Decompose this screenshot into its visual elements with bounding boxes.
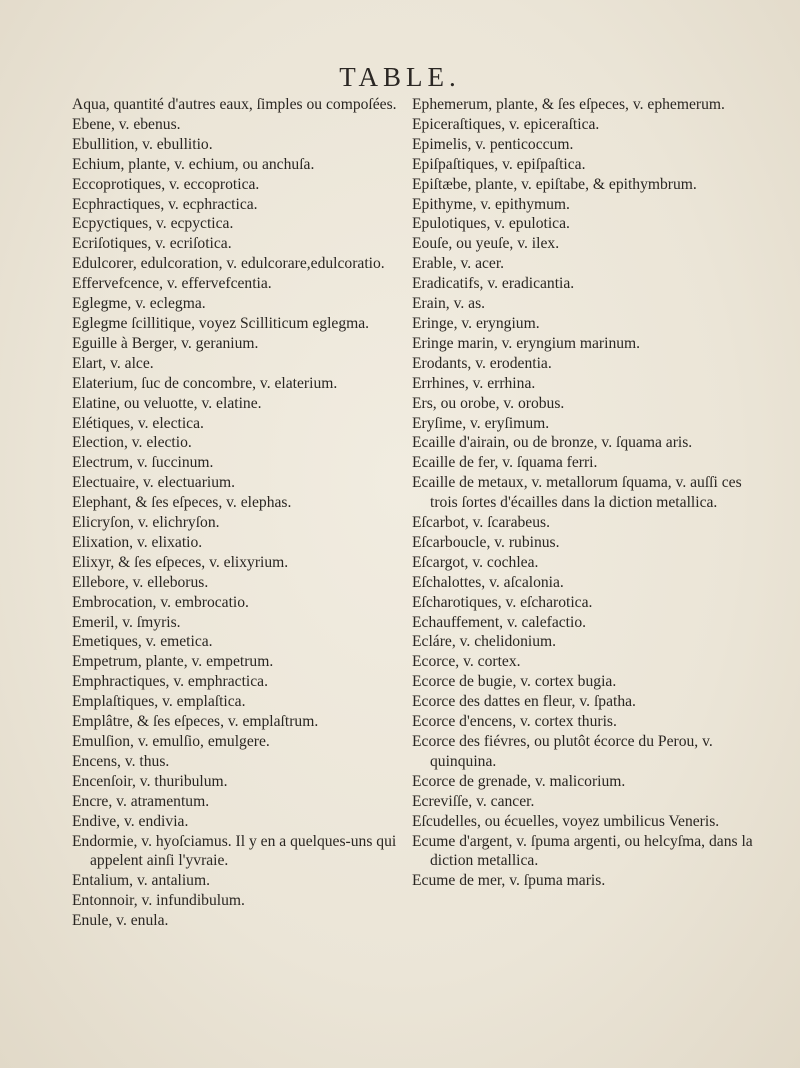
- index-entry: Eglegme, v. eclegma.: [72, 295, 206, 313]
- index-entry: Ecpyctiques, v. ecpyctica.: [72, 215, 234, 233]
- page-title: TABLE.: [339, 62, 461, 92]
- index-entry: Entalium, v. antalium.: [72, 872, 211, 890]
- index-entry: Epimelis, v. penticoccum.: [412, 135, 574, 153]
- index-entry: Eſcharotiques, v. eſcharotica.: [412, 593, 593, 611]
- index-entry: Elixyr, & ſes eſpeces, v. elixyrium.: [72, 553, 289, 571]
- index-entry: Empetrum, plante, v. empetrum.: [72, 653, 274, 671]
- index-entry: Elixation, v. elixatio.: [72, 533, 203, 551]
- index-entry: Eguille à Berger, v. geranium.: [72, 334, 259, 352]
- index-entry: Ecaille de metaux, v. metallorum ſquama, v. auſſi ces trois ſortes d'écailles dans la diction metallica.: [412, 474, 742, 512]
- index-entry: Emeril, v. ſmyris.: [72, 613, 181, 631]
- index-entry: Entonnoir, v. infundibulum.: [72, 892, 245, 910]
- index-entry: Encenſoir, v. thuribulum.: [72, 772, 228, 790]
- index-entry: Eringe marin, v. eryngium marinum.: [412, 334, 641, 352]
- index-entry: Eſcarboucle, v. rubinus.: [412, 533, 560, 551]
- index-entry: Elephant, & ſes eſpeces, v. elephas.: [72, 494, 292, 512]
- index-entry: Epiſtæbe, plante, v. epiſtabe, & epithymbrum.: [412, 175, 697, 193]
- index-entry: Ecorce, v. cortex.: [412, 653, 521, 671]
- index-entry: Electuaire, v. electuarium.: [72, 474, 236, 492]
- index-entry: Erain, v. as.: [412, 295, 486, 313]
- index-entry: Election, v. electio.: [72, 434, 192, 452]
- index-entry: Ecorce des dattes en fleur, v. ſpatha.: [412, 693, 636, 711]
- index-entry: Emplaſtiques, v. emplaſtica.: [72, 693, 246, 711]
- index-entry: Emetiques, v. emetica.: [72, 633, 213, 651]
- index-entry: Epithyme, v. epithymum.: [412, 195, 570, 213]
- index-entry: Ecume de mer, v. ſpuma maris.: [412, 872, 606, 890]
- index-entry: Echauffement, v. calefactio.: [412, 613, 587, 631]
- index-entry: Elart, v. alce.: [72, 354, 154, 372]
- index-entry: Effervefcence, v. effervefcentia.: [72, 275, 272, 293]
- index-entry: Ecume d'argent, v. ſpuma argenti, ou helcyſma, dans la diction metallica.: [412, 832, 753, 870]
- index-entry: Ecláre, v. chelidonium.: [412, 633, 557, 651]
- index-entry: Endive, v. endivia.: [72, 812, 189, 830]
- index-entry: Aqua, quantité d'autres eaux, ſimples ou compoſées.: [72, 96, 397, 113]
- index-entry: Ecreviſſe, v. cancer.: [412, 792, 535, 810]
- index-entry: Emulſion, v. emulſio, emulgere.: [72, 733, 270, 750]
- index-entry: Erodants, v. erodentia.: [412, 354, 552, 372]
- left-column: [72, 95, 402, 931]
- index-entry: Epiſpaſtiques, v. epiſpaſtica.: [412, 155, 586, 173]
- index-entry: Elatine, ou veluotte, v. elatine.: [72, 394, 262, 412]
- index-entry: Ellebore, v. elleborus.: [72, 573, 209, 591]
- index-entry: Eglegme ſcillitique, voyez Scilliticum eglegma.: [72, 314, 370, 332]
- index-entry: Eſcargot, v. cochlea.: [412, 553, 539, 571]
- index-entry: Ecorce de grenade, v. malicorium.: [412, 772, 626, 790]
- index-entry: Ecorce d'encens, v. cortex thuris.: [412, 713, 617, 731]
- index-entry: Emplâtre, & ſes eſpeces, v. emplaſtrum.: [72, 713, 319, 731]
- index-entry: Elaterium, ſuc de concombre, v. elaterium.: [72, 374, 338, 392]
- index-entry: Ebullition, v. ebullitio.: [72, 135, 213, 153]
- index-entry: Emphractiques, v. emphractica.: [72, 673, 268, 691]
- index-entry: Echium, plante, v. echium, ou anchuſa.: [72, 155, 315, 173]
- index-entry: Eouſe, ou yeuſe, v. ilex.: [412, 235, 560, 253]
- index-entry: Eradicatifs, v. eradicantia.: [412, 275, 575, 293]
- index-entry: Electrum, v. ſuccinum.: [72, 454, 214, 472]
- index-entry: Ecphractiques, v. ecphractica.: [72, 195, 258, 213]
- index-entry: Ebene, v. ebenus.: [72, 115, 181, 133]
- index-entry: Eryſime, v. eryſimum.: [412, 414, 550, 432]
- index-entry: Eccoprotiques, v. eccoprotica.: [72, 175, 260, 193]
- index-entry: Ecaille de fer, v. ſquama ferri.: [412, 454, 598, 472]
- index-entry: Ecaille d'airain, ou de bronze, v. ſquama aris.: [412, 434, 693, 452]
- index-entry: Ecorce des fiévres, ou plutôt écorce du Perou, v. quinquina.: [412, 733, 713, 770]
- index-entry: Ephemerum, plante, & ſes eſpeces, v. ephemerum.: [412, 96, 725, 113]
- index-entry: Eſcarbot, v. ſcarabeus.: [412, 514, 550, 532]
- index-entry: Eſchalottes, v. aſcalonia.: [412, 573, 564, 591]
- index-entry: Endormie, v. hyoſciamus. Il y en a quelques-uns qui appelent ainſi l'yvraie.: [72, 832, 397, 870]
- index-entry: Epulotiques, v. epulotica.: [412, 215, 570, 233]
- right-column: [412, 95, 772, 891]
- index-entry: Ecorce de bugie, v. cortex bugia.: [412, 673, 617, 691]
- index-entry: Encre, v. atramentum.: [72, 792, 210, 810]
- index-entry: Elétiques, v. electica.: [72, 414, 204, 432]
- index-entry: Enule, v. enula.: [72, 912, 169, 930]
- index-entry: Encens, v. thus.: [72, 752, 170, 770]
- index-entry: Erable, v. acer.: [412, 255, 505, 273]
- index-entry: Elicryſon, v. elichryſon.: [72, 514, 220, 532]
- index-entry: Eringe, v. eryngium.: [412, 314, 540, 332]
- index-entry: Ers, ou orobe, v. orobus.: [412, 394, 565, 412]
- index-entry: Errhines, v. errhina.: [412, 374, 536, 392]
- index-entry: Eſcudelles, ou écuelles, voyez umbilicus Veneris.: [412, 812, 720, 830]
- index-entry: Epiceraſtiques, v. epiceraſtica.: [412, 115, 600, 133]
- index-entry: Edulcorer, edulcoration, v. edulcorare,edulcoratio.: [72, 255, 385, 273]
- index-entry: Embrocation, v. embrocatio.: [72, 593, 249, 611]
- index-entry: Ecriſotiques, v. ecriſotica.: [72, 235, 232, 253]
